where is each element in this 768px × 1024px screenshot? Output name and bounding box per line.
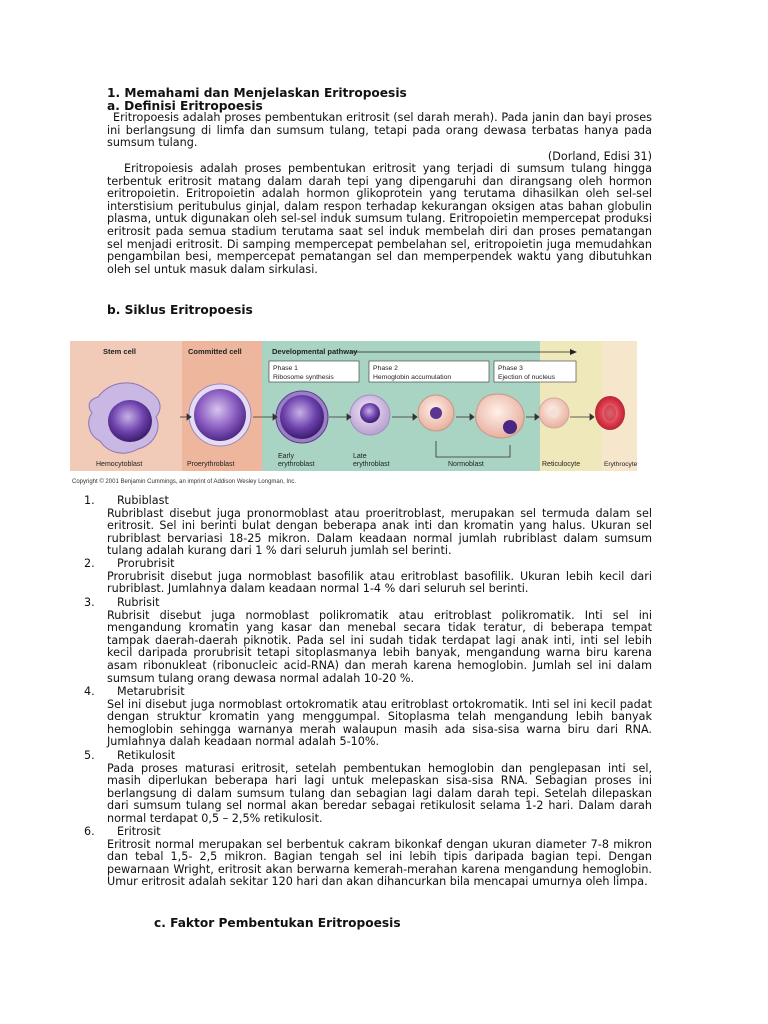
citation: (Dorland, Edisi 31) bbox=[547, 150, 652, 163]
paragraph-erythropoiesis: Eritropoiesis adalah proses pembentukan eritrosit yang terjadi di sumsum tulang hingga terbentuk eritrosit matang dalam darah tepi yang dipengaruhi dan dirangsang oleh hormon eritropoietin. Eritropoietin adalah hormon glikoprotein yang terutama dihasilkan oleh sel-sel interstisium peritubulus ginjal, dalam respon terhadap kekurangan oksigen atas bahan globulin plasma, untuk digunakan oleh sel-sel induk sumsum tulang. Eritropoietin mempercepat produksi eritrosit pada semua stadium terutama saat sel induk membelah diri dan proses pematangan sel menjadi eritrosit. Di samping mempercepat pembelahan sel, eritropoietin juga memudahkan pengambilan besi, mempercepat pematangan sel dan memperpendek waktu yang dibutuhkan oleh sel untuk masuk dalam sirkulasi. bbox=[107, 162, 652, 276]
list-body: Eritrosit normal merupakan sel berbentuk cakram bikonkaf dengan ukuran diameter 7-8 mikron dan tebal 1,5- 2,5 mikron. Bagian tengah sel ini lebih tipis daripada bagian tepi. Dengan pewarnaan Wright, eritrosit akan berwarna kemerah-merahan karena mengandung hemoglobin. Umur eritrosit adalah sekitar 120 hari dan akan dihancurkan bila mencapai umurnya oleh limpa. bbox=[107, 837, 652, 889]
subsection-heading-c: c. Faktor Pembentukan Eritropoesis bbox=[154, 916, 401, 930]
phase3-title: Phase 3 bbox=[498, 365, 523, 372]
phase1-desc: Ribosome synthesis bbox=[273, 374, 334, 381]
early-erythroblast-cell bbox=[276, 391, 328, 443]
reticulocyte-label: Reticulocyte bbox=[542, 461, 581, 468]
list-body: Sel ini disebut juga normoblast ortokromatik atau eritroblast ortokromatik. Inti sel ini kecil padat dengan struktur kromatin yang menggumpal. Sitoplasma telah mengandung lebih banyak hemoglobin sehingga warnanya merah walaupun masih ada sisa-sisa warna biru dari RNA. Jumlahnya dalah keadaan normal adalah 5-10%. bbox=[107, 697, 652, 749]
list-title: Metarubrisit bbox=[117, 685, 185, 698]
paragraph-definition: Eritropoesis adalah proses pembentukan eritrosit (sel darah merah). Pada janin dan bayi proses ini berlangsung di limfa dan sumsum tulang, tetapi pada orang dewasa terbatas hanya pada sumsum tulang. bbox=[107, 111, 652, 150]
subsection-heading-a: a. Definisi Eritropoesis bbox=[107, 99, 263, 113]
normoblast-cell-2 bbox=[476, 394, 524, 438]
phase3-desc: Ejection of nucleus bbox=[498, 374, 556, 381]
list-title: Rubiblast bbox=[117, 494, 169, 507]
proerythroblast-cell bbox=[189, 384, 251, 446]
phase1-title: Phase 1 bbox=[273, 365, 298, 372]
list-number: 2. bbox=[84, 557, 95, 570]
normoblast-cell-1 bbox=[418, 395, 454, 431]
proerythroblast-label: Proerythroblast bbox=[187, 461, 235, 468]
developmental-pathway-label: Developmental pathway bbox=[272, 347, 358, 356]
normoblast-label: Normoblast bbox=[448, 461, 484, 468]
late-erythroblast-cell bbox=[350, 395, 390, 435]
erythrocyte-cell bbox=[595, 396, 625, 430]
phase2-title: Phase 2 bbox=[373, 365, 398, 372]
list-number: 6. bbox=[84, 825, 95, 838]
list-number: 5. bbox=[84, 749, 95, 762]
list-body: Pada proses maturasi eritrosit, setelah pembentukan hemoglobin dan penglepasan inti sel, masih diperlukan beberapa hari lagi untuk melepaskan sisa-sisa RNA. Sebagian proses ini berlangsung di dalam sumsum tulang dan sebagian lagi dalam darah tepi. Setelah dilepaskan dari sumsum tulang sel normal akan beredar sebagai retikulosit selama 1-2 hari. Dalam darah normal terdapat 0,5 – 2,5% retikulosit. bbox=[107, 761, 652, 825]
late-erythroblast-label: Late erythroblast bbox=[353, 453, 390, 468]
erythrocyte-label: Erythrocyte bbox=[604, 461, 638, 468]
list-number: 4. bbox=[84, 685, 95, 698]
stem-cell-label: Stem cell bbox=[103, 347, 136, 356]
list-title: Rubrisit bbox=[117, 596, 160, 609]
section-heading: 1. Memahami dan Menjelaskan Eritropoesis bbox=[107, 86, 407, 100]
list-title: Eritrosit bbox=[117, 825, 161, 838]
reticulocyte-cell bbox=[539, 398, 569, 428]
list-title: Retikulosit bbox=[117, 749, 176, 762]
list-number: 3. bbox=[84, 596, 95, 609]
list-body: Prorubrisit disebut juga normoblast basofilik atau eritroblast basofilik. Ukuran lebih kecil dari rubriblast. Jumlahnya dalam keadaan normal 1-4 % dari seluruh sel berinti. bbox=[107, 569, 652, 596]
early-erythroblast-label: Early erythroblast bbox=[278, 453, 315, 468]
list-body: Rubrisit disebut juga normoblast polikromatik atau eritroblast polikromatik. Inti sel ini mengandung kromatin yang kasar dan menebal secara tidak teratur, di beberapa tempat tampak daerah-daerah piknotik. Pada sel ini sudah tidak terdapat lagi anak inti, inti sel lebih kecil daripada prorubrisit tetapi sitoplasmanya lebih banyak, mengandung warna biru karena asam ribonukleat (ribonucleic acid-RNA) dan merah karena hemoglobin. Jumlah sel ini dalam sumsum tulang orang dewasa normal adalah 10-20 %. bbox=[107, 608, 652, 685]
hemocytoblast-label: Hemocytoblast bbox=[96, 461, 143, 468]
erythropoiesis-diagram bbox=[70, 337, 640, 489]
list-title: Prorubrisit bbox=[117, 557, 175, 570]
phase2-desc: Hemoglobin accumulation bbox=[373, 374, 452, 381]
list-body: Rubriblast disebut juga pronormoblast atau proeritroblast, merupakan sel termuda dalam sel eritrosit. Sel ini berinti bulat dengan beberapa anak inti dan kromatin yang halus. Ukuran sel rubriblast bervariasi 18-25 mikron. Dalam keadaan normal jumlah rubriblast dalam sumsum tulang adalah kurang dari 1 % dari seluruh jumlah sel berinti. bbox=[107, 506, 652, 558]
figure-copyright: Copyright © 2001 Benjamin Cummings, an imprint of Addison Wesley Longman, Inc. bbox=[72, 479, 297, 485]
committed-cell-label: Committed cell bbox=[188, 347, 242, 356]
subsection-heading-b: b. Siklus Eritropoesis bbox=[107, 303, 253, 317]
list-number: 1. bbox=[84, 494, 95, 507]
